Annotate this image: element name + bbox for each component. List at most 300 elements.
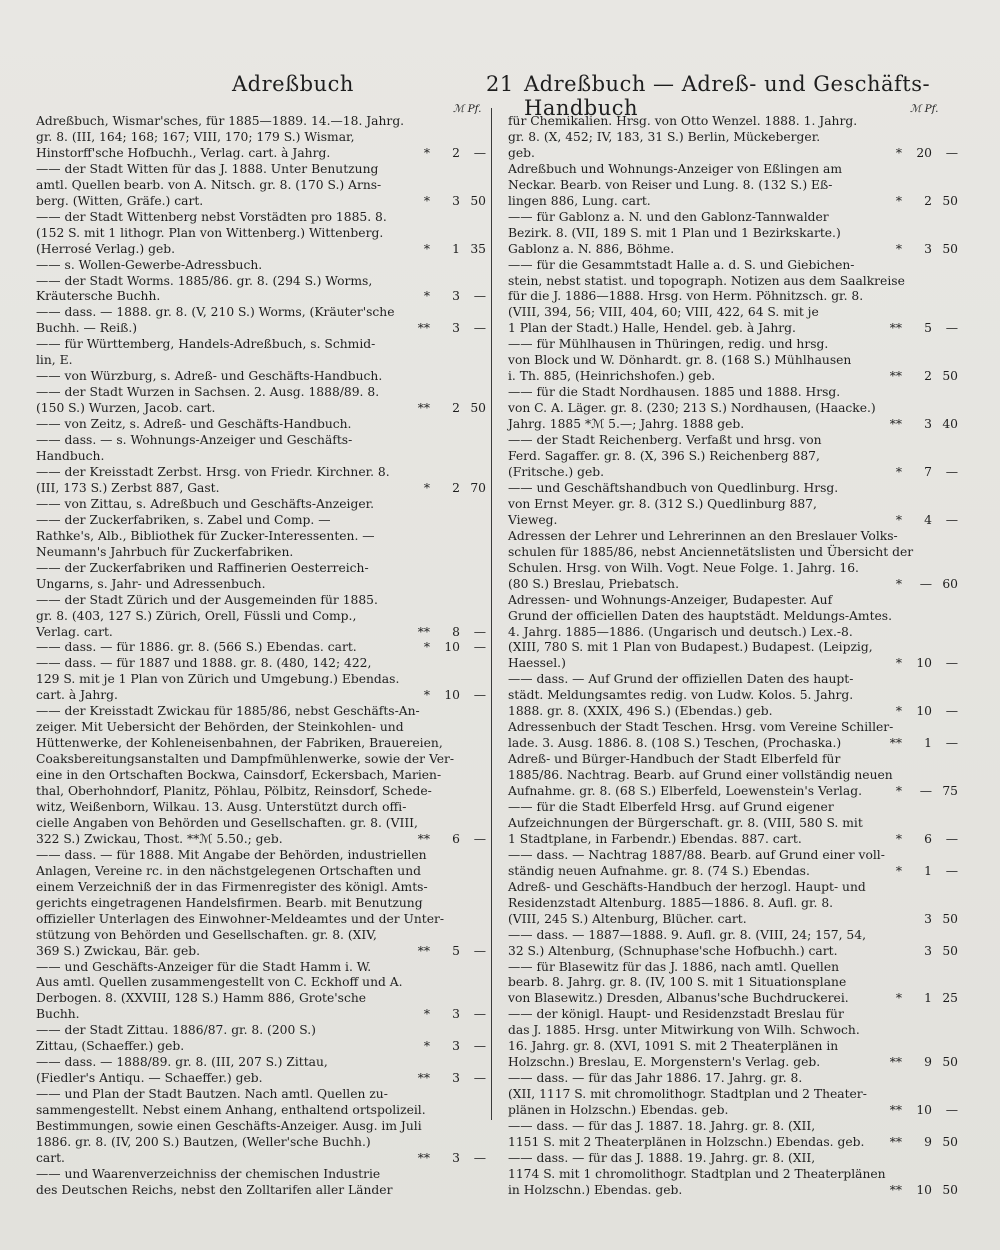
binding-marker [406,800,433,816]
price-mark [430,417,462,433]
entry-line [508,289,958,305]
price-pfennig [462,577,486,593]
price-mark [902,481,934,497]
price-mark [450,784,471,800]
entry-text: Buchh. [36,1007,80,1022]
price-pfennig [468,864,486,880]
binding-marker [893,768,915,784]
price-pfennig [469,848,486,864]
binding-marker [402,417,430,433]
entry-line [36,130,486,146]
binding-marker [402,178,430,194]
entry-text: zeiger. Mit Uebersicht der Behörden, der Steinkohlen- und [36,720,404,735]
entry-text: lin, E. [36,353,73,368]
price-pfennig [934,880,958,896]
binding-marker [893,720,914,736]
entry-line [508,258,958,274]
binding-marker [402,274,430,290]
entry-line [508,162,958,178]
price-mark [902,258,934,274]
price-pfennig [462,369,486,385]
entry-line [508,1151,958,1167]
entry-line [36,401,486,417]
price-mark: 2 [452,401,460,416]
price-mark [902,178,934,194]
price-mark: 10 [916,656,932,671]
price-pfennig [462,656,486,672]
entry-line [508,1023,958,1039]
binding-marker: * [423,640,430,655]
binding-marker: * [895,784,902,799]
price-mark: 10 [444,640,460,655]
price-mark [458,912,475,928]
binding-marker [418,816,441,832]
price-pfennig: — [945,512,958,527]
entry-text: Adreß- und Geschäfts-Handbuch der herzogl. Haupt- und [508,879,866,894]
price-pfennig [934,449,958,465]
binding-marker [874,497,902,513]
entry-text: Coaksbereitungsanstalten und Dampfmühlenwerke, sowie der Ver- [36,752,455,767]
binding-marker [874,385,902,401]
entry-line [36,784,486,800]
price-mark [430,545,462,561]
price-pfennig [462,162,486,178]
price-pfennig [462,305,486,321]
binding-marker [874,561,902,577]
binding-marker [874,449,902,465]
price-mark: 9 [924,1055,932,1070]
binding-marker [874,305,902,321]
binding-marker [420,704,442,720]
binding-marker [874,816,902,832]
column-divider [491,108,492,1120]
entry-text: —— dass. — für 1887 und 1888. gr. 8. (480, 142; 422, [36,656,372,671]
entry-line [508,688,958,704]
binding-marker [874,640,902,656]
entry-line [508,1135,958,1151]
price-mark [902,449,934,465]
entry-line [36,991,486,1007]
entry-text: Schulen. Hrsg. von Wilh. Vogt. Neue Folge. 1. Jahrg. 16. [508,560,859,575]
price-pfennig [477,752,486,768]
binding-marker [874,625,902,641]
price-pfennig [934,433,958,449]
entry-text: Adreß- und Bürger-Handbuch der Stadt Elberfeld für [508,752,841,767]
entry-text: —— dass. — 1888. gr. 8. (V, 210 S.) Worms, (Kräuter'sche [36,305,395,320]
entry-text: —— der Stadt Wittenberg nebst Vorstädten pro 1885. 8. [36,209,387,224]
entry-text: cart. [36,1150,65,1165]
binding-marker: * [895,704,902,719]
entry-text: (XII, 1117 S. mit chromolithogr. Stadtplan und 2 Theater- [508,1087,867,1102]
binding-marker [402,369,430,385]
binding-marker [874,912,902,928]
entry-line [36,832,486,848]
price-mark [914,768,939,784]
price-mark [902,1023,934,1039]
price-mark [910,1167,938,1183]
price-pfennig [463,114,486,130]
binding-marker [874,433,902,449]
binding-marker [422,1119,443,1135]
entry-line [36,640,486,656]
price-mark: 5 [924,321,932,336]
price-mark [443,1119,468,1135]
entry-line [508,1039,958,1055]
binding-marker [874,928,902,944]
price-pfennig: — [945,321,958,336]
binding-marker [886,1167,910,1183]
price-mark: 20 [916,145,932,160]
price-pfennig [943,274,958,290]
binding-marker: * [895,145,902,160]
price-pfennig [462,1023,486,1039]
entry-line [36,928,486,944]
binding-marker [874,178,902,194]
entry-line [36,162,486,178]
price-mark [430,529,462,545]
price-mark [430,1135,462,1151]
binding-marker [874,688,902,704]
entry-line [508,1055,958,1071]
binding-marker: ** [889,1135,902,1149]
price-pfennig: 50 [942,1135,958,1149]
entry-line [508,401,958,417]
price-mark [430,449,462,465]
entry-line [508,800,958,816]
price-mark [430,960,462,976]
entry-text: das J. 1885. Hrsg. unter Mitwirkung von Wilh. Schwoch. [508,1023,860,1038]
binding-marker [402,130,430,146]
price-mark: 3 [924,417,932,432]
binding-marker: ** [417,321,430,336]
entry-text: gr. 8. (X, 452; IV, 183, 31 S.) Berlin, Mückeberger. [508,129,821,144]
entry-text: Holzschn.) Breslau, E. Morgenstern's Verlag. geb. [508,1055,821,1070]
price-mark [430,337,462,353]
price-mark [902,210,934,226]
price-pfennig [462,1087,486,1103]
price-pfennig: 70 [470,480,486,495]
binding-marker [402,465,430,481]
price-mark [914,609,939,625]
binding-marker: ** [417,401,430,416]
price-mark: — [919,576,932,591]
price-mark [446,1103,469,1119]
price-pfennig [934,800,958,816]
price-mark: 1 [924,736,932,751]
entry-line [36,896,486,912]
price-pfennig [462,274,486,290]
binding-marker [402,513,430,529]
entry-text: —— und Waarenverzeichniss der chemischen Industrie [36,1166,381,1181]
binding-marker [423,896,444,912]
binding-marker: * [423,1007,430,1022]
price-pfennig [462,672,486,688]
price-pfennig [934,896,958,912]
price-pfennig [934,752,958,768]
entry-text: —— für die Stadt Elberfeld Hrsg. auf Grund eigener [508,799,834,814]
price-pfennig [937,848,958,864]
price-pfennig [934,114,958,130]
entry-line [508,832,958,848]
price-mark [430,513,462,529]
binding-marker [444,912,458,928]
price-mark [902,353,934,369]
binding-marker: * [895,193,902,208]
price-pfennig [462,1135,486,1151]
entry-line [508,928,958,944]
price-mark [430,385,462,401]
binding-marker [898,529,918,545]
binding-marker: * [423,145,430,160]
entry-text: 1885/86. Nachtrag. Bearb. auf Grund einer vollständig neuen [508,768,893,783]
entry-line [36,226,486,242]
entry-line [36,800,486,816]
entry-line [508,960,958,976]
price-pfennig [462,529,486,545]
price-pfennig [462,497,486,513]
binding-marker [402,561,430,577]
price-mark [902,114,934,130]
price-pfennig [934,1007,958,1023]
entry-text: (Fritsche.) geb. [508,464,605,479]
entry-text: Verlag. cart. [36,624,113,639]
price-mark: 10 [444,688,460,703]
entry-text: Kräutersche Buchh. [36,289,161,304]
price-pfennig: 50 [942,911,958,926]
entry-line [36,848,486,864]
entry-text: Ungarns, s. Jahr- und Adressenbuch. [36,576,266,591]
binding-marker [402,545,430,561]
entry-text: —— von Zittau, s. Adreßbuch und Geschäfts-Anzeiger. [36,496,375,511]
price-pfennig [934,1039,958,1055]
binding-marker [402,449,430,465]
entry-line [36,609,486,625]
entry-line [508,210,958,226]
binding-marker: * [423,688,430,703]
entry-text: von Blasewitz.) Dresden, Albanus'sche Buchdruckerei. [508,991,849,1006]
entry-line [508,497,958,513]
entry-line [36,210,486,226]
entry-text: ständig neuen Aufnahme. gr. 8. (74 S.) Ebendas. [508,863,810,878]
price-pfennig [462,433,486,449]
binding-marker: ** [889,1103,902,1118]
entry-line [36,385,486,401]
price-mark [443,864,468,880]
price-mark [902,752,934,768]
entry-text: cielle Angaben von Behörden und Gesellschaften. gr. 8. (VIII, [36,815,418,830]
entry-line [508,864,958,880]
entry-text: sammengestellt. Nebst einem Anhang, enthaltend ortspolizeil. [36,1103,426,1118]
entry-line [36,1039,486,1055]
price-pfennig [462,561,486,577]
entry-text: Jahrg. 1885 *ℳ 5.—; Jahrg. 1888 geb. [508,417,745,432]
binding-marker: * [895,656,902,671]
price-mark: 3 [452,1071,460,1086]
binding-marker [874,800,902,816]
binding-marker [874,353,902,369]
entry-line [36,481,486,497]
price-pfennig: — [473,1150,486,1165]
price-mark [430,672,462,688]
entry-text: 1886. gr. 8. (IV, 200 S.) Bautzen, (Weller'sche Buchh.) [36,1135,371,1149]
price-pfennig: 60 [942,576,958,591]
entry-line [36,561,486,577]
entry-text: berg. (Witten, Gräfe.) cart. [36,193,204,208]
entry-line [36,321,486,337]
binding-marker [874,1039,902,1055]
entry-text: stein, nebst statist. und topograph. Notizen aus dem Saalkreise [508,273,905,288]
entry-text: Adreßbuch und Wohnungs-Anzeiger von Eßlingen am [508,161,843,176]
entry-text: Neckar. Bearb. von Reiser und Lung. 8. (132 S.) Eß- [508,177,833,192]
entry-line [36,194,486,210]
binding-marker [402,991,430,1007]
entry-line [508,242,958,258]
price-mark [902,289,934,305]
entry-text: thal, Oberhohndorf, Planitz, Pöhlau, Pölbitz, Reinsdorf, Schede- [36,784,432,799]
entry-text: für Chemikalien. Hrsg. von Otto Wenzel. 1888. 1. Jahrg. [508,114,858,128]
entry-text: Handbuch. [36,449,105,464]
entry-line [508,561,958,577]
binding-marker [402,353,430,369]
entry-line [508,704,958,720]
entry-line [36,975,486,991]
price-mark [430,593,462,609]
price-pfennig [934,816,958,832]
binding-marker [874,1087,902,1103]
binding-marker [402,960,430,976]
price-mark: 10 [916,704,932,719]
price-mark [918,529,941,545]
entry-text: —— und Plan der Stadt Bautzen. Nach amtl. Quellen zu- [36,1087,388,1102]
entry-line [508,130,958,146]
entry-text: eine in den Ortschaften Bockwa, Cainsdorf, Eckersbach, Marien- [36,768,442,783]
entry-line [508,1167,958,1183]
entry-text: (VIII, 245 S.) Altenburg, Blücher. cart. [508,911,747,926]
entry-text: cart. à Jahrg. [36,688,118,703]
entry-text: Aufnahme. gr. 8. (68 S.) Elberfeld, Loewenstein's Verlag. [508,784,862,799]
price-mark [430,433,462,449]
entry-line [508,337,958,353]
price-pfennig [462,960,486,976]
binding-marker [402,928,430,944]
entry-line [36,417,486,433]
entry-text: (152 S. mit 1 lithogr. Plan von Wittenberg.) Wittenberg. [36,225,384,240]
entry-text: (80 S.) Breslau, Priebatsch. [508,576,679,591]
entry-text: —— dass. — 1887—1888. 9. Aufl. gr. 8. (VIII, 24; 157, 54, [508,927,866,942]
binding-marker: * [895,576,902,591]
binding-marker [426,1103,446,1119]
price-mark [444,896,468,912]
entry-text: Hinstorff'sche Hofbuchh., Verlag. cart. à Jahrg. [36,145,331,160]
price-pfennig [469,880,486,896]
price-pfennig [934,561,958,577]
entry-line [508,991,958,1007]
entry-line [36,289,486,305]
price-pfennig: — [473,831,486,846]
binding-marker: * [895,464,902,479]
entry-text: —— für Mühlhausen in Thüringen, redig. und hrsg. [508,337,829,352]
price-mark [902,928,934,944]
entry-line [36,1183,486,1199]
price-mark [430,210,462,226]
entry-line [36,114,486,130]
price-pfennig [934,593,958,609]
entry-text: Adreßbuch, Wismar'sches, für 1885—1889. 14.—18. Jahrg. [36,114,405,128]
entry-line [36,1071,486,1087]
binding-marker: * [423,289,430,304]
binding-marker: ** [417,943,430,958]
entry-line [508,114,958,130]
entry-text: lingen 886, Lung. cart. [508,193,651,208]
binding-marker [454,752,464,768]
price-mark: 3 [924,943,932,958]
entry-line [508,369,958,385]
price-mark: 3 [452,1150,460,1165]
entry-line [36,369,486,385]
price-pfennig [934,210,958,226]
price-pfennig [934,960,958,976]
price-mark [902,975,934,991]
price-pfennig [934,1071,958,1087]
entry-text: Aufzeichnungen der Bürgerschaft. gr. 8. (VIII, 580 S. mit [508,815,863,830]
price-mark [902,130,934,146]
price-mark [902,640,934,656]
entry-text: Ferd. Sagaffer. gr. 8. (X, 396 S.) Reichenberg 887, [508,449,820,464]
entry-line [36,944,486,960]
price-mark [902,1119,934,1135]
entry-text: —— dass. — für das J. 1888. 19. Jahrg. gr. 8. (XII, [508,1150,816,1165]
entry-text: amtl. Quellen bearb. von A. Nitsch. gr. 8. (170 S.) Arns- [36,177,382,192]
entry-line [36,1023,486,1039]
entry-line [508,896,958,912]
price-pfennig [467,704,486,720]
entry-line [36,146,486,162]
entry-text: (Fiedler's Antiqu. — Schaeffer.) geb. [36,1071,263,1086]
entry-text: 32 S.) Altenburg, (Schnuphase'sche Hofbuchh.) cart. [508,943,838,958]
binding-marker [874,960,902,976]
price-pfennig [935,401,959,417]
price-mark [902,593,934,609]
price-mark [433,800,463,816]
binding-marker [427,848,447,864]
entry-text: —— und Geschäftshandbuch von Quedlinburg. Hrsg. [508,480,839,495]
price-pfennig [474,912,486,928]
price-mark [430,928,462,944]
entry-text: Buchh. — Reiß.) [36,321,138,336]
binding-marker [874,481,902,497]
entry-text: —— der Stadt Zittau. 1886/87. gr. 8. (200 S.) [36,1023,316,1038]
entry-line [36,465,486,481]
price-pfennig [934,672,958,688]
price-mark [902,162,934,178]
price-pfennig [934,481,958,497]
entry-line [508,146,958,162]
binding-marker: * [423,241,430,256]
price-pfennig: 25 [942,991,958,1006]
price-mark: 3 [452,321,460,336]
price-mark [430,162,462,178]
entry-line [508,513,958,529]
price-mark: 9 [924,1135,932,1149]
price-pfennig: — [945,656,958,671]
binding-marker: ** [417,624,430,639]
price-mark [430,353,462,369]
price-mark [902,1007,934,1023]
price-mark [902,305,934,321]
price-mark: 3 [452,289,460,304]
price-pfennig [462,928,486,944]
price-mark [902,672,934,688]
